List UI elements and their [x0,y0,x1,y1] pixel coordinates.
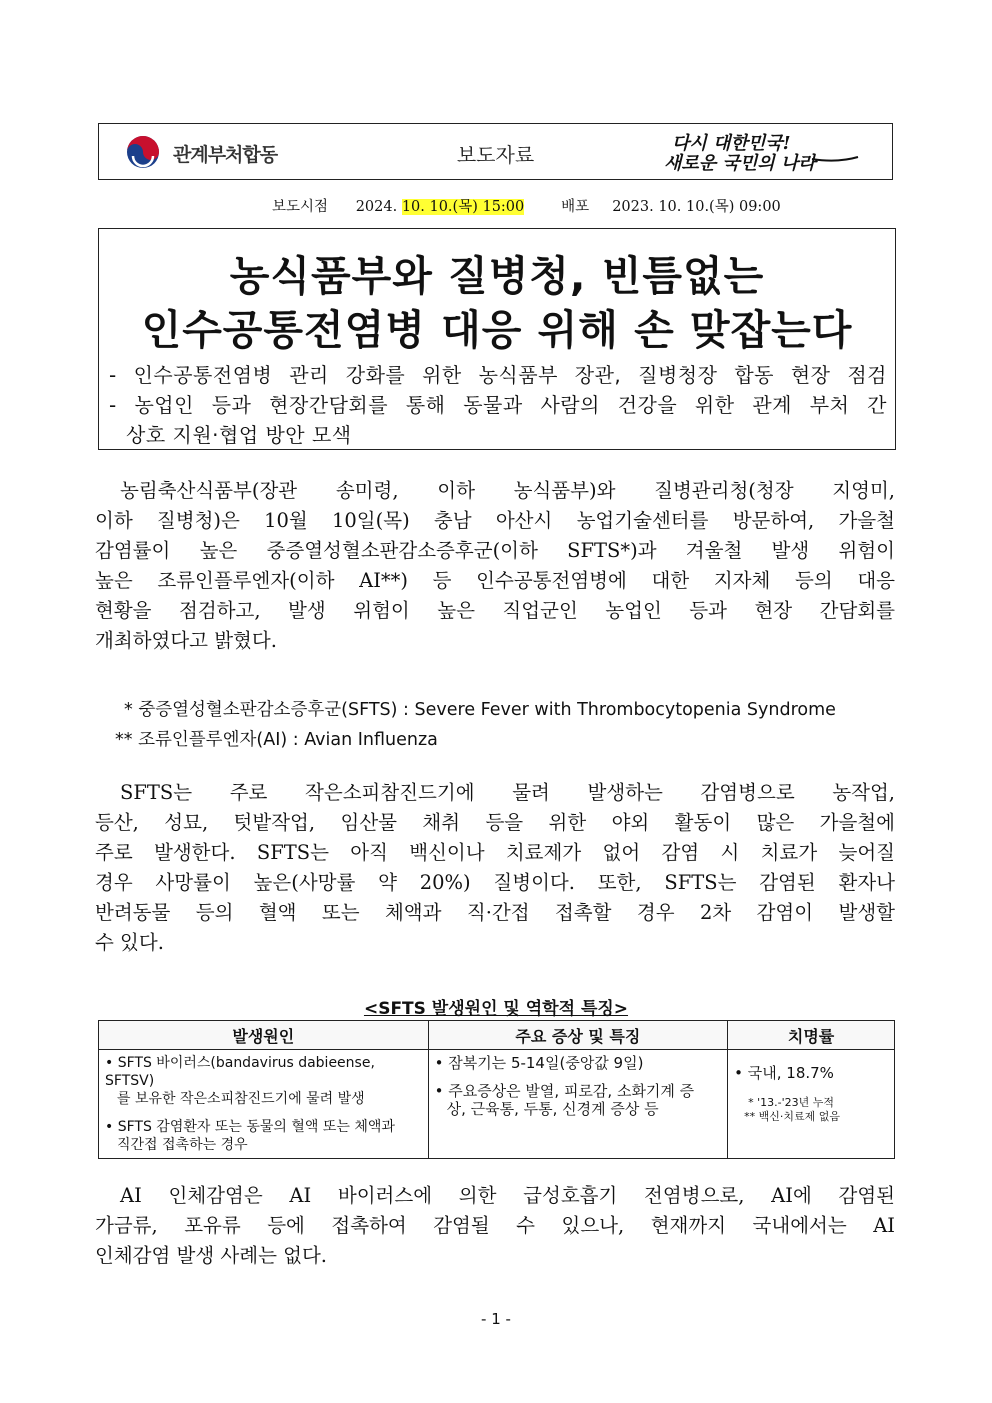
table-title: <SFTS 발생원인 및 역학적 특징> [363,999,629,1019]
fatality-note: * '13.-'23년 누적 [748,1096,835,1109]
paragraph-3 [95,1181,895,1271]
cause1a: • SFTS 바이러스(bandavirus dabieense, SFTSV) [105,1055,375,1089]
org-name: 관계부처합동 [173,144,278,166]
table-row [99,1050,895,1159]
footnote-ai: ** 조류인플루엔자(AI) : Avian Influenza [115,730,438,750]
para2-line: 수 있다. [95,931,164,954]
para1-line: 이하 질병청)은 10월 10일(목) 충남 아산시 농업기술센터를 방문하여, 가을철 [95,509,895,532]
cause-item [105,1054,422,1108]
subtitle-line1: - 인수공통전염병 관리 강화를 위한 농식품부 장관, 질병청장 합동 현장 점검 [109,363,887,387]
subtitle-line3: 상호 지원·협업 방안 모색 [126,423,352,447]
para1-line: 감염률이 높은 중증열성혈소판감소증후군(이하 SFTS*)과 겨울철 발생 위험이 [95,539,895,562]
cause2a: • SFTS 감염환자 또는 동물의 혈액 또는 체액과 [105,1119,395,1135]
slogan-calligraphy [662,129,862,175]
para1-line: 높은 조류인플루엔자(이하 AI**) 등 인수공통전염병에 대한 지자체 등의 대응 [95,569,895,592]
table-header-row [99,1021,895,1050]
footnote-sfts: * 중증열성혈소판감소증후군(SFTS) : Severe Fever with Thrombocytopenia Syndrome [124,700,836,720]
table-header: 치명률 [728,1021,895,1050]
symptom-item: • 잠복기는 5-14일(중앙값 9일) [434,1054,644,1072]
fatality-cell [728,1050,895,1159]
para1-line: 개최하였다고 밝혔다. [95,629,277,652]
symptom-item [435,1082,722,1118]
header-box [98,123,893,180]
para1-line: 농림축산식품부(장관 송미령, 이하 농식품부)와 질병관리청(청장 지영미, [120,479,895,502]
paragraph-1 [95,476,895,656]
symptom2a: • 주요증상은 발열, 피로감, 소화기계 증 [434,1082,695,1100]
cause2b: 직간접 접촉하는 경우 [117,1137,248,1153]
sfts-features-table [98,1020,895,1159]
fatality-note: ** 백신·치료제 없음 [744,1110,841,1123]
subtitle-line2: - 농업인 등과 현장간담회를 통해 동물과 사람의 건강을 위한 관계 부처 간 [109,393,887,417]
symptom2b: 상, 근육통, 두통, 신경계 증상 등 [446,1100,659,1118]
title-box [98,228,896,450]
para3-line: AI 인체감염은 AI 바이러스에 의한 급성호흡기 전염병으로, AI에 감염된 [120,1184,895,1207]
dist-label: 배포 [561,199,590,215]
table-header: 주요 증상 및 특징 [428,1021,728,1050]
para1-line: 현황을 점검하고, 발생 위험이 높은 직업군인 농업인 등과 현장 간담회를 [95,599,895,622]
title-line2: 인수공통전염병 대응 위해 손 맞잡는다 [141,306,853,354]
para3-line: 가금류, 포유류 등에 접촉하여 감염될 수 있으나, 현재까지 국내에서는 AI [95,1214,895,1237]
release-info [272,195,781,216]
table-header: 발생원인 [99,1021,429,1050]
para2-line: 반려동물 등의 혈액 또는 체액과 직·간접 접촉할 경우 2차 감염이 발생할 [95,901,895,924]
para2-line: 주로 발생한다. SFTS는 아직 백신이나 치료제가 없어 감염 시 치료가 늦어질 [95,841,895,864]
embargo-time: 10. 10.(목) 15:00 [401,199,525,215]
fatality-value: • 국내, 18.7% [734,1064,834,1082]
slogan-line1: 다시 대한민국! [672,133,791,154]
paragraph-2 [95,778,895,958]
cause1b: 를 보유한 작은소피참진드기에 물려 발생 [117,1091,365,1107]
embargo-label: 보도시점 [272,199,329,215]
embargo-year: 2024. [355,199,398,215]
para3-line: 인체감염 발생 사례는 없다. [95,1244,328,1267]
cause-item [105,1118,422,1154]
page-number: - 1 - [481,1310,511,1328]
doc-type: 보도자료 [456,143,535,167]
title-line1: 농식품부와 질병청, 빈틈없는 [229,252,765,300]
dist-time: 2023. 10. 10.(목) 09:00 [612,199,781,215]
para2-line: 등산, 성묘, 텃밭작업, 임산물 채취 등을 위한 야외 활동이 많은 가을철에 [95,811,895,834]
slogan-line2: 새로운 국민의 나라 [664,153,816,174]
para2-line: SFTS는 주로 작은소피참진드기에 물려 발생하는 감염병으로 농작업, [120,781,895,804]
symptom-cell [428,1050,728,1159]
cause-cell [99,1050,429,1159]
para2-line: 경우 사망률이 높은(사망률 약 20%) 질병이다. 또한, SFTS는 감염된 환자나 [95,871,895,894]
